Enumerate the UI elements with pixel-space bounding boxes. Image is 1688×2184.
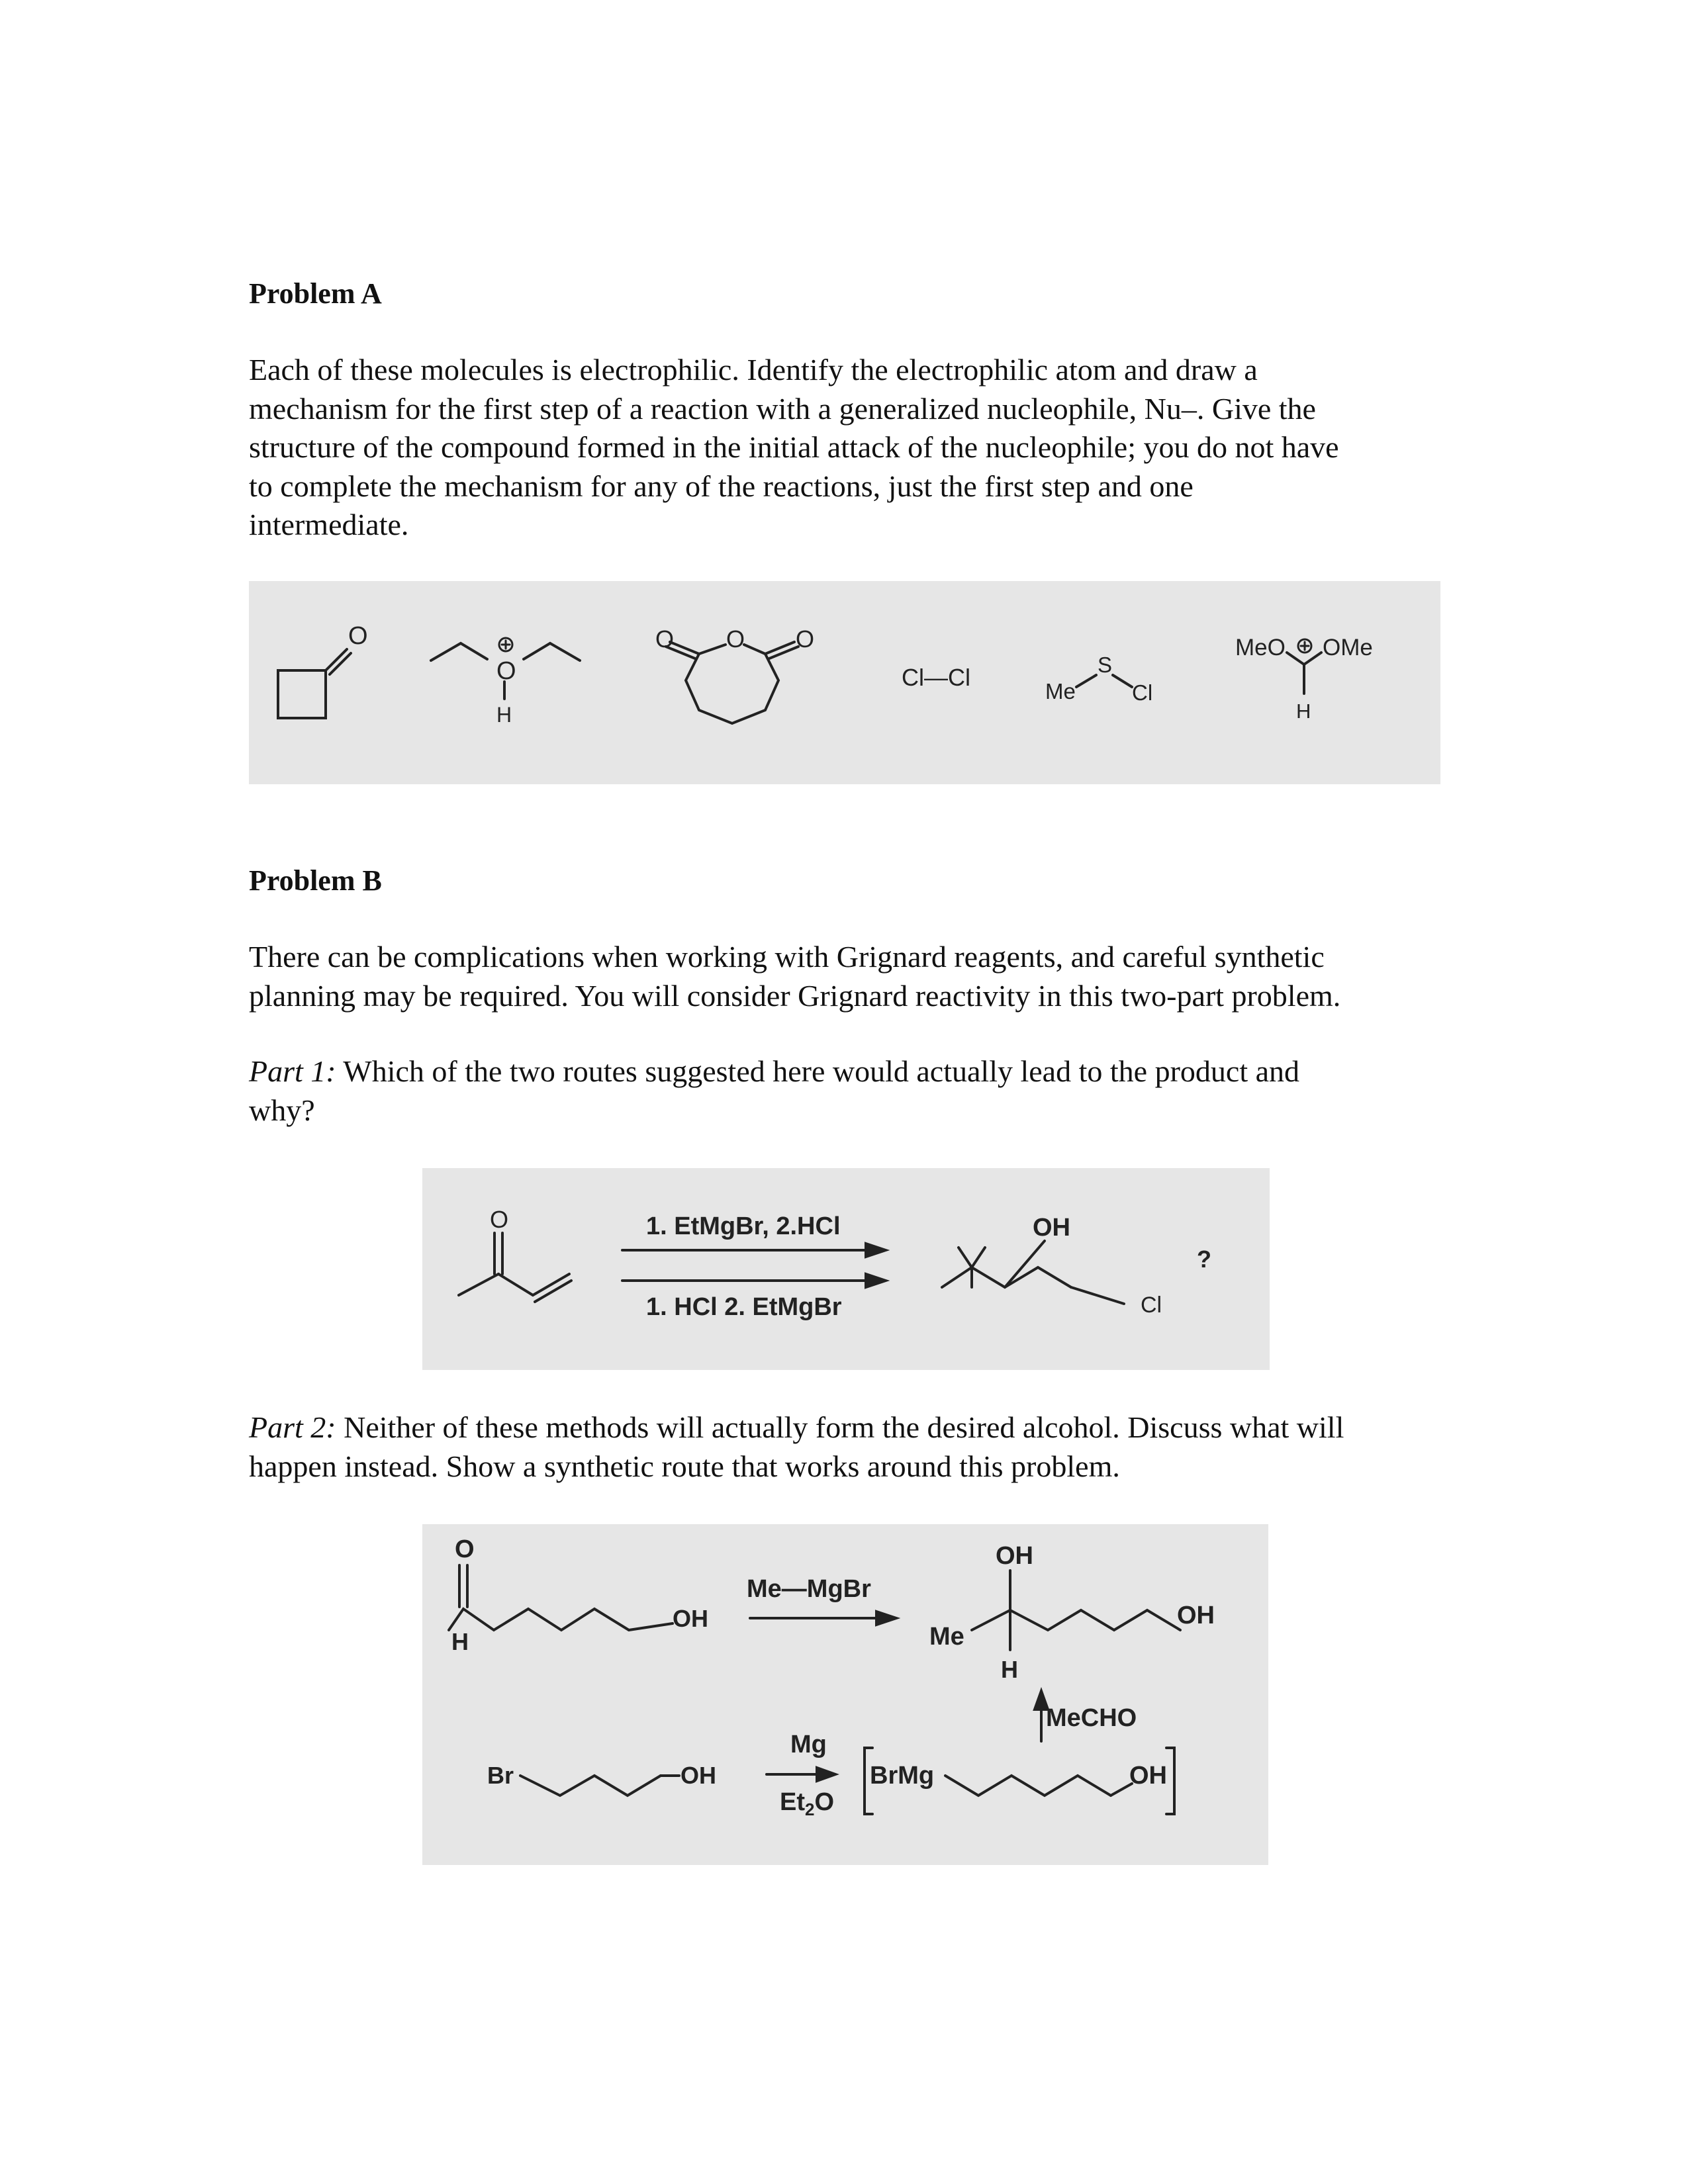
part1-text	[249, 1052, 1299, 1130]
aldehyde-h: H	[451, 1628, 469, 1655]
problem-b-intro-line: There can be complications when working with Grignard reagents, and careful synthetic	[249, 940, 1325, 974]
product-cl: Cl	[1141, 1293, 1162, 1318]
oxonium-h: H	[496, 703, 512, 727]
route1-conditions: 1. EtMgBr, 2.HCl	[646, 1212, 841, 1240]
part2-line: Neither of these methods will actually form the desired alcohol. Discuss what will	[336, 1410, 1344, 1444]
bromide-oh: OH	[680, 1762, 716, 1789]
part1-label: Part 1:	[249, 1054, 336, 1088]
anhydride-o: O	[655, 625, 675, 653]
enone-o: O	[490, 1206, 509, 1233]
carbocation-meo: MeO	[1235, 635, 1286, 660]
magnesium-reagent: Mg	[790, 1731, 827, 1758]
bromide-br: Br	[487, 1762, 514, 1789]
mecho-reagent: MeCHO	[1046, 1704, 1137, 1732]
intermediate-oh: OH	[1129, 1762, 1167, 1790]
anhydride-structure	[655, 625, 814, 723]
aldehyde-oh: OH	[673, 1605, 708, 1632]
part1-line: why?	[249, 1093, 315, 1127]
part1-line: Which of the two routes suggested here would actually lead to the product and	[336, 1054, 1300, 1088]
carbocation-ome: OMe	[1323, 635, 1373, 660]
enone-structure	[459, 1206, 571, 1302]
grignard-intermediate	[865, 1748, 1174, 1814]
carbocation-structure	[1235, 635, 1373, 723]
problem-b-intro	[249, 938, 1340, 1015]
problem-a-line: mechanism for the first step of a reaction with a generalized nucleophile, Nu–. Give the	[249, 391, 1316, 426]
problem-a-figure	[249, 581, 1440, 784]
problem-a-text	[249, 351, 1339, 545]
part1-figure	[422, 1168, 1270, 1370]
product-oh-end: OH	[1177, 1602, 1215, 1629]
methyl-grignard: Me—MgBr	[747, 1575, 871, 1603]
ether-solvent: $Et_2O$	[780, 1788, 835, 1819]
reaction-arrows	[622, 1212, 886, 1321]
problem-b-heading: Problem B	[249, 864, 382, 897]
part2-line: happen instead. Show a synthetic route that works around this problem.	[249, 1449, 1120, 1483]
problem-a-line: intermediate.	[249, 508, 409, 541]
cyclobutanone-o: O	[348, 622, 368, 650]
grignard-formation-arrow	[767, 1731, 835, 1819]
product-me: Me	[929, 1623, 964, 1651]
part2-label: Part 2:	[249, 1410, 336, 1444]
part2-figure	[422, 1524, 1268, 1865]
anhydride-o: O	[796, 625, 815, 653]
problem-a-line: structure of the compound formed in the initial attack of the nucleophile; you do not have	[249, 430, 1339, 464]
problem-a-heading: Problem A	[249, 277, 382, 310]
aldehyde-o: O	[455, 1535, 475, 1563]
sulfenyl-chloride-structure	[1045, 653, 1152, 705]
chlorohydrin-product	[942, 1214, 1211, 1318]
carbocation-h: H	[1296, 700, 1311, 723]
hydroxy-aldehyde-structure	[449, 1535, 708, 1655]
sulfenyl-me: Me	[1045, 679, 1076, 704]
intermediate-brmg: BrMg	[870, 1762, 935, 1790]
question-mark: ?	[1197, 1246, 1211, 1273]
product-h: H	[1001, 1656, 1018, 1683]
sulfenyl-s: S	[1098, 653, 1113, 677]
acetaldehyde-step	[1035, 1691, 1137, 1741]
bromoalcohol-structure	[487, 1762, 716, 1796]
sulfenyl-cl: Cl	[1132, 680, 1153, 705]
problem-b-intro-line: planning may be required. You will consider Grignard reactivity in this two-part problem.	[249, 978, 1341, 1013]
cyclobutanone-structure	[278, 622, 368, 718]
part2-text	[249, 1408, 1344, 1486]
product-oh: OH	[1033, 1214, 1070, 1242]
oxonium-o: O	[496, 657, 516, 685]
oxonium-structure	[431, 638, 580, 727]
anhydride-o: O	[726, 625, 745, 653]
route2-conditions: 1. HCl 2. EtMgBr	[646, 1293, 842, 1321]
problem-a-line: to complete the mechanism for any of the reactions, just the first step and one	[249, 469, 1194, 503]
grignard-addition-arrow	[747, 1575, 896, 1625]
product-oh-top: OH	[996, 1542, 1033, 1570]
diol-product	[929, 1542, 1215, 1683]
problem-a-line: Each of these molecules is electrophilic. Identify the electrophilic atom and draw a	[249, 353, 1258, 387]
chlorine-structure: Cl—Cl	[902, 664, 970, 691]
